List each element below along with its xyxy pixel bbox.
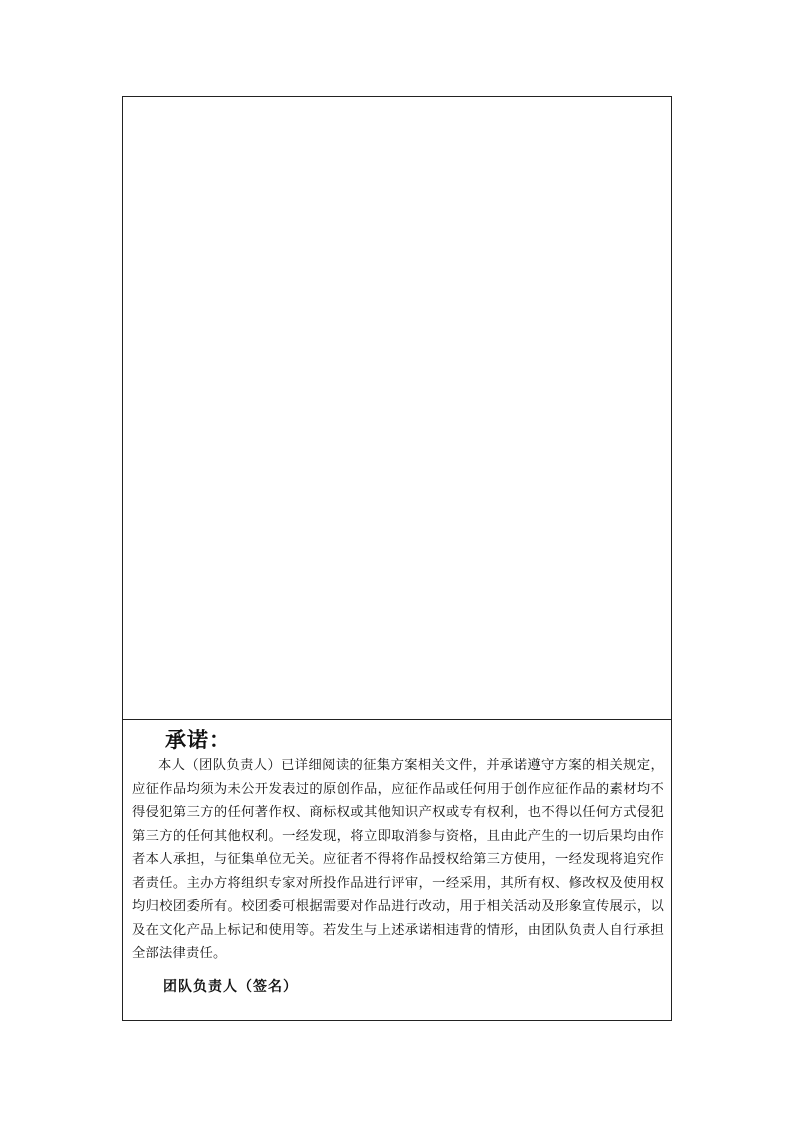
pledge-cell xyxy=(123,720,671,1020)
pledge-title: 承诺： xyxy=(165,728,231,752)
pledge-body: 本人（团队负责人）已详细阅读的征集方案相关文件，并承诺遵守方案的相关规定，应征作品均须为未公开发表过的原创作品，应征作品或任何用于创作应征作品的素材均不得侵犯第三方的任何著作权、商标权或其他知识产权或专有权利，也不得以任何方式侵犯第三方的任何其他权利。一经发现，将立即取消参与资格，且由此产生的一切后果均由作者本人承担，与征集单位无关。应征者不得将作品授权给第三方使用，一经发现将追究作者责任。主办方将组织专家对所投作品进行评审，一经采用，其所有权、修改权及使用权均归校团委所有。校团委可根据需要对作品进行改动，用于相关活动及形象宣传展示，以及在文化产品上标记和使用等。若发生与上述承诺相违背的情形，由团队负责人自行承担全部法律责任。 xyxy=(132,758,664,961)
blank-content-cell xyxy=(123,97,671,720)
form-table xyxy=(122,96,672,1021)
signature-label: 团队负责人（签名） xyxy=(163,979,298,995)
